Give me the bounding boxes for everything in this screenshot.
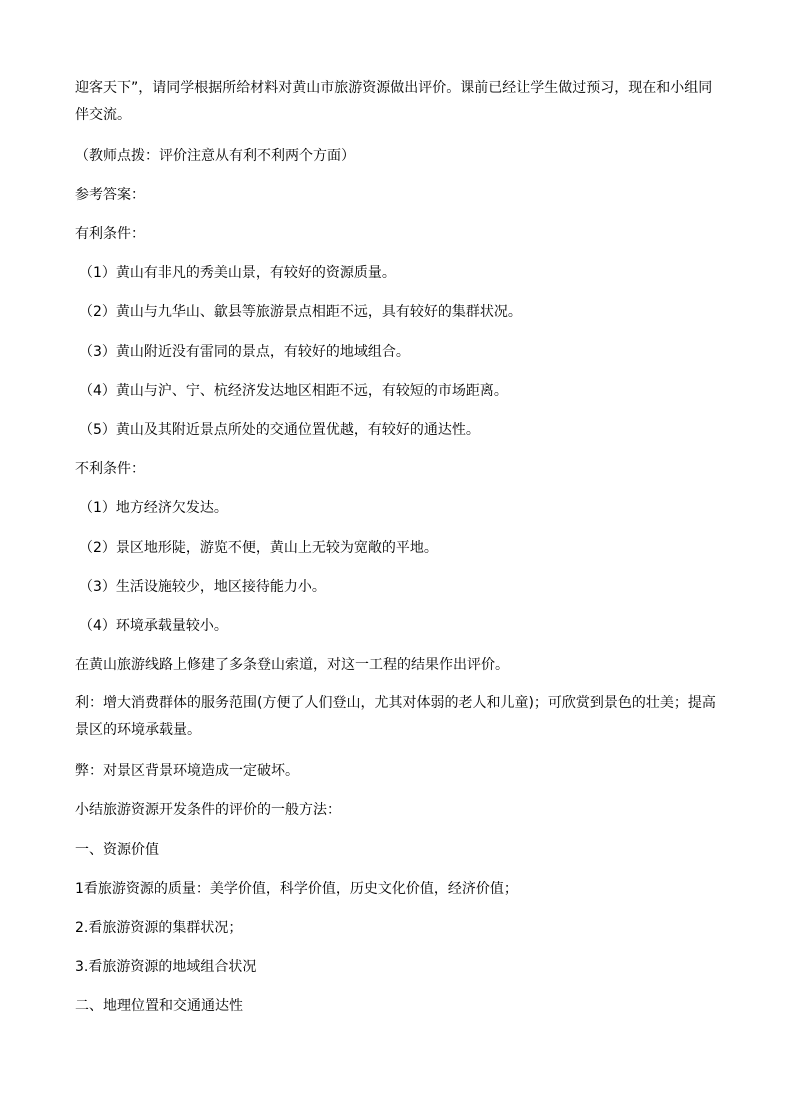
unfavorable-item: （2）景区地形陡，游览不便，黄山上无较为宽敞的平地。 xyxy=(79,540,438,556)
cableway-advantage: 利：增大消费群体的服务范围(方便了人们登山，尤其对体弱的老人和儿童)；可欣赏到景色的壮美；提高景区的环境承载量。 xyxy=(75,695,716,738)
intro-line-2: 伴交流。 xyxy=(75,107,131,123)
reference-answer-label: 参考答案： xyxy=(75,187,145,203)
unfavorable-item: （3）生活设施较少，地区接待能力小。 xyxy=(79,579,326,595)
unfavorable-label: 不利条件： xyxy=(75,461,145,477)
unfavorable-item: （1）地方经济欠发达。 xyxy=(79,500,228,516)
section1-item: 2.看旅游资源的集群状况； xyxy=(75,920,243,936)
favorable-item: （3）黄山附近没有雷同的景点，有较好的地域组合。 xyxy=(79,344,410,360)
unfavorable-item: （4）环境承载量较小。 xyxy=(79,618,228,634)
cableway-question: 在黄山旅游线路上修建了多条登山索道，对这一工程的结果作出评价。 xyxy=(75,657,509,673)
favorable-item: （1）黄山有非凡的秀美山景，有较好的资源质量。 xyxy=(79,265,396,281)
section1-heading: 一、资源价值 xyxy=(75,842,159,858)
intro-line-1: 迎客天下”，请同学根据所给材料对黄山市旅游资源做出评价。课前已经让学生做过预习，现在和小组同 xyxy=(75,80,713,96)
favorable-label: 有利条件： xyxy=(75,226,145,242)
section1-item: 3.看旅游资源的地域组合状况 xyxy=(75,959,257,975)
favorable-item: （4）黄山与沪、宁、杭经济发达地区相距不远，有较短的市场距离。 xyxy=(79,383,508,399)
teacher-hint: （教师点拨：评价注意从有利不利两个方面） xyxy=(75,148,355,164)
favorable-item: （2）黄山与九华山、歙县等旅游景点相距不远，具有较好的集群状况。 xyxy=(79,304,522,320)
section1-item: 1看旅游资源的质量：美学价值，科学价值，历史文化价值，经济价值； xyxy=(75,881,518,897)
summary-title: 小结旅游资源开发条件的评价的一般方法： xyxy=(75,802,341,818)
section2-heading: 二、地理位置和交通通达性 xyxy=(75,998,243,1014)
cableway-disadvantage: 弊：对景区背景环境造成一定破坏。 xyxy=(75,763,299,779)
favorable-item: （5）黄山及其附近景点所处的交通位置优越，有较好的通达性。 xyxy=(79,422,480,438)
